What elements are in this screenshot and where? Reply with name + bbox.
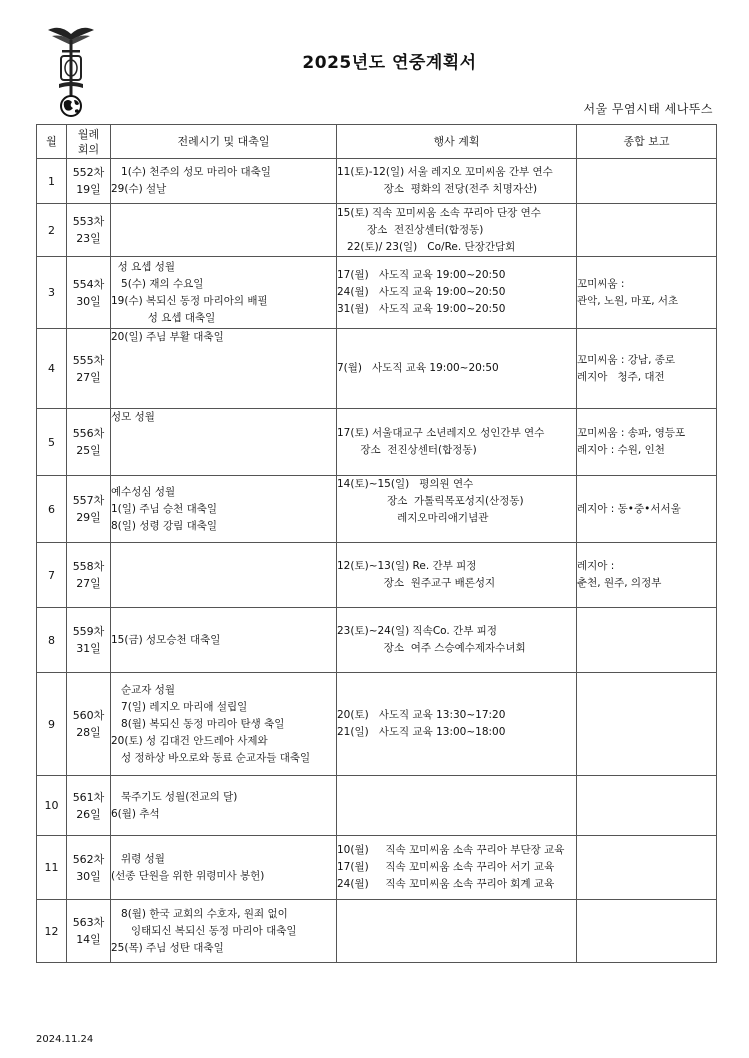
meeting-cell	[67, 409, 111, 476]
liturgy-line: (선종 단원을 위한 위령미사 봉헌)	[111, 869, 265, 882]
events-line: 23(토)~24(일) 직속Co. 간부 피정	[337, 625, 497, 637]
meeting-line: 28일	[76, 726, 101, 739]
meeting-line: 25일	[76, 444, 101, 457]
events-line: 장소 전진상센터(합정동)	[337, 223, 484, 236]
month-cell: 12	[37, 900, 67, 963]
meeting-line: 554차	[72, 277, 105, 291]
events-cell	[337, 836, 577, 900]
month-cell: 3	[37, 257, 67, 329]
liturgy-line: 8(월) 복되신 동정 마리아 탄생 축일	[111, 717, 285, 730]
meeting-line: 556차	[72, 427, 105, 440]
report-line: 관악, 노원, 마포, 서초	[577, 294, 679, 307]
events-line: 22(토)/ 23(일) Co/Re. 단장간담회	[337, 240, 516, 253]
liturgy-line: 1(수) 천주의 성모 마리아 대축일	[111, 166, 271, 178]
liturgy-line: 성모 성월	[111, 411, 155, 423]
meeting-cell	[67, 204, 111, 257]
liturgy-cell	[111, 204, 337, 257]
events-line: 14(토)~15(일) 평의원 연수	[337, 478, 474, 490]
report-cell	[577, 329, 717, 409]
meeting-cell	[67, 836, 111, 900]
report-cell	[577, 836, 717, 900]
liturgy-line: 묵주기도 성월(전교의 달)	[111, 790, 238, 803]
liturgy-cell	[111, 673, 337, 776]
meeting-line: 30일	[76, 869, 101, 883]
report-cell	[577, 608, 717, 673]
events-line: 레지오마리애기념관	[337, 512, 489, 524]
organization-name: 서울 무염시태 세나뚜스	[583, 102, 713, 116]
table-row	[37, 608, 717, 673]
meeting-cell	[67, 257, 111, 329]
meeting-line: 560차	[72, 709, 105, 722]
month-cell: 10	[37, 776, 67, 836]
month-cell: 9	[37, 673, 67, 776]
table-row	[37, 257, 717, 329]
column-header-meeting-label: 월례 회의	[77, 127, 100, 156]
meeting-cell	[67, 329, 111, 409]
liturgy-cell	[111, 543, 337, 608]
liturgy-line: 성 요셉 대축일	[111, 311, 216, 324]
liturgy-cell	[111, 159, 337, 204]
events-line: 장소 여주 스승예수제자수녀회	[337, 642, 526, 654]
meeting-line: 561차	[72, 790, 105, 804]
meeting-cell	[67, 900, 111, 963]
liturgy-line: 성 정하상 바오로와 동료 순교자들 대축일	[111, 751, 311, 764]
meeting-cell	[67, 159, 111, 204]
report-cell	[577, 543, 717, 608]
annual-plan-table	[36, 124, 717, 963]
liturgy-line: 1(일) 주님 승천 대축일	[111, 502, 218, 515]
month-cell: 11	[37, 836, 67, 900]
liturgy-line: 6(월) 추석	[111, 807, 160, 820]
liturgy-line: 29(수) 설날	[111, 183, 167, 195]
events-line: 장소 가톨릭목포성지(산정동)	[337, 495, 524, 507]
events-line: 24(월) 직속 꼬미씨움 소속 꾸리아 회계 교육	[337, 878, 555, 890]
meeting-line: 30일	[76, 294, 101, 308]
table-row	[37, 204, 717, 257]
events-cell	[337, 159, 577, 204]
events-cell	[337, 776, 577, 836]
column-header-meeting	[67, 125, 111, 159]
meeting-line: 552차	[72, 166, 105, 179]
report-cell	[577, 776, 717, 836]
table-row	[37, 409, 717, 476]
meeting-line: 29일	[76, 511, 101, 524]
liturgy-line: 예수성심 성월	[111, 485, 176, 498]
report-line: 레지아 청주, 대전	[577, 370, 665, 383]
events-line: 24(월) 사도직 교육 19:00~20:50	[337, 286, 506, 298]
month-cell: 2	[37, 204, 67, 257]
events-line: 17(월) 사도직 교육 19:00~20:50	[337, 269, 506, 281]
liturgy-line: 15(금) 성모승천 대축일	[111, 633, 221, 646]
table-row	[37, 159, 717, 204]
liturgy-line: 20(일) 주님 부활 대축일	[111, 331, 224, 343]
liturgy-cell	[111, 836, 337, 900]
meeting-line: 27일	[76, 577, 101, 590]
events-line: 장소 평화의 전당(전주 치명자산)	[337, 183, 538, 195]
events-cell	[337, 204, 577, 257]
liturgy-line: 25(목) 주님 성탄 대축일	[111, 941, 224, 954]
liturgy-cell	[111, 409, 337, 476]
report-line: 꼬미씨움 : 강남, 종로	[577, 353, 676, 366]
table-row	[37, 836, 717, 900]
table-row	[37, 543, 717, 608]
liturgy-cell	[111, 608, 337, 673]
month-cell: 6	[37, 476, 67, 543]
meeting-line: 555차	[72, 353, 105, 367]
liturgy-line: 순교자 성월	[111, 683, 176, 696]
events-line: 11(토)-12(일) 서울 레지오 꼬미씨움 간부 연수	[337, 166, 553, 178]
meeting-line: 562차	[72, 852, 105, 866]
report-cell	[577, 673, 717, 776]
events-cell	[337, 900, 577, 963]
events-cell	[337, 409, 577, 476]
report-cell	[577, 159, 717, 204]
meeting-line: 14일	[76, 933, 101, 946]
events-cell	[337, 329, 577, 409]
report-cell	[577, 204, 717, 257]
liturgy-line: 잉태되신 복되신 동정 마리아 대축일	[111, 924, 297, 937]
liturgy-line: 8(월) 한국 교회의 수호자, 원죄 없이	[111, 907, 288, 920]
report-line: 춘천, 원주, 의정부	[577, 577, 662, 589]
events-line: 17(토) 서울대교구 소년레지오 성인간부 연수	[337, 427, 545, 439]
column-header-liturgy: 전례시기 및 대축일	[111, 125, 337, 159]
table-row	[37, 673, 717, 776]
report-cell	[577, 900, 717, 963]
liturgy-line: 19(수) 복되신 동정 마리아의 배필	[111, 294, 268, 307]
month-cell: 7	[37, 543, 67, 608]
liturgy-cell	[111, 776, 337, 836]
table-row	[37, 476, 717, 543]
events-line: 15(토) 직속 꼬미씨움 소속 꾸리아 단장 연수	[337, 206, 541, 219]
table-header-row	[37, 125, 717, 159]
column-header-events: 행사 계획	[337, 125, 577, 159]
month-cell: 1	[37, 159, 67, 204]
events-line: 10(월) 직속 꼬미씨움 소속 꾸리아 부단장 교육	[337, 844, 565, 856]
meeting-line: 553차	[72, 215, 105, 228]
report-line: 레지아 : 수원, 인천	[577, 444, 665, 456]
column-header-month: 월	[37, 125, 67, 159]
table-row	[37, 776, 717, 836]
events-cell	[337, 673, 577, 776]
month-cell: 5	[37, 409, 67, 476]
meeting-line: 26일	[76, 807, 101, 821]
events-line: 장소 전진상센터(합정동)	[337, 444, 477, 456]
meeting-cell	[67, 673, 111, 776]
events-cell	[337, 257, 577, 329]
events-line: 17(월) 직속 꼬미씨움 소속 꾸리아 서기 교육	[337, 861, 555, 873]
meeting-cell	[67, 608, 111, 673]
meeting-line: 559차	[72, 625, 105, 638]
liturgy-line: 7(일) 레지오 마리애 설립일	[111, 700, 248, 713]
liturgy-line: 8(일) 성령 강림 대축일	[111, 519, 218, 532]
events-line: 7(월) 사도직 교육 19:00~20:50	[337, 362, 499, 374]
column-header-report: 종합 보고	[577, 125, 717, 159]
report-line: 꼬미씨움 :	[577, 277, 625, 290]
events-cell	[337, 543, 577, 608]
liturgy-line: 위령 성월	[111, 852, 165, 865]
meeting-cell	[67, 476, 111, 543]
events-line: 20(토) 사도직 교육 13:30~17:20	[337, 709, 506, 721]
report-cell	[577, 409, 717, 476]
meeting-cell	[67, 776, 111, 836]
meeting-cell	[67, 543, 111, 608]
report-cell	[577, 257, 717, 329]
month-cell: 4	[37, 329, 67, 409]
meeting-line: 31일	[76, 642, 101, 655]
liturgy-line: 20(토) 성 김대건 안드레아 사제와	[111, 734, 268, 747]
report-line: 레지아 :	[577, 560, 615, 572]
document-title: 2025년도 연중계획서	[302, 53, 477, 73]
liturgy-cell	[111, 900, 337, 963]
liturgy-cell	[111, 329, 337, 409]
month-cell: 8	[37, 608, 67, 673]
report-line: 꼬미씨움 : 송파, 영등포	[577, 427, 686, 439]
report-line: 레지아 : 동•중•서서울	[577, 502, 681, 515]
meeting-line: 23일	[76, 232, 101, 245]
events-cell	[337, 608, 577, 673]
meeting-line: 19일	[76, 183, 101, 196]
liturgy-cell	[111, 257, 337, 329]
liturgy-line: 5(수) 재의 수요일	[111, 277, 204, 290]
meeting-line: 563차	[72, 916, 105, 929]
meeting-line: 557차	[72, 494, 105, 507]
liturgy-cell	[111, 476, 337, 543]
events-line: 31(월) 사도직 교육 19:00~20:50	[337, 303, 506, 315]
report-cell	[577, 476, 717, 543]
events-line: 장소 원주교구 배론성지	[337, 577, 496, 589]
table-row	[37, 329, 717, 409]
meeting-line: 27일	[76, 370, 101, 384]
meeting-line: 558차	[72, 560, 105, 573]
events-line: 21(일) 사도직 교육 13:00~18:00	[337, 726, 506, 738]
events-cell	[337, 476, 577, 543]
events-line: 12(토)~13(일) Re. 간부 피정	[337, 560, 477, 572]
table-row	[37, 900, 717, 963]
liturgy-line: 성 요셉 성월	[111, 260, 176, 273]
document-date: 2024.11.24	[36, 1034, 94, 1045]
